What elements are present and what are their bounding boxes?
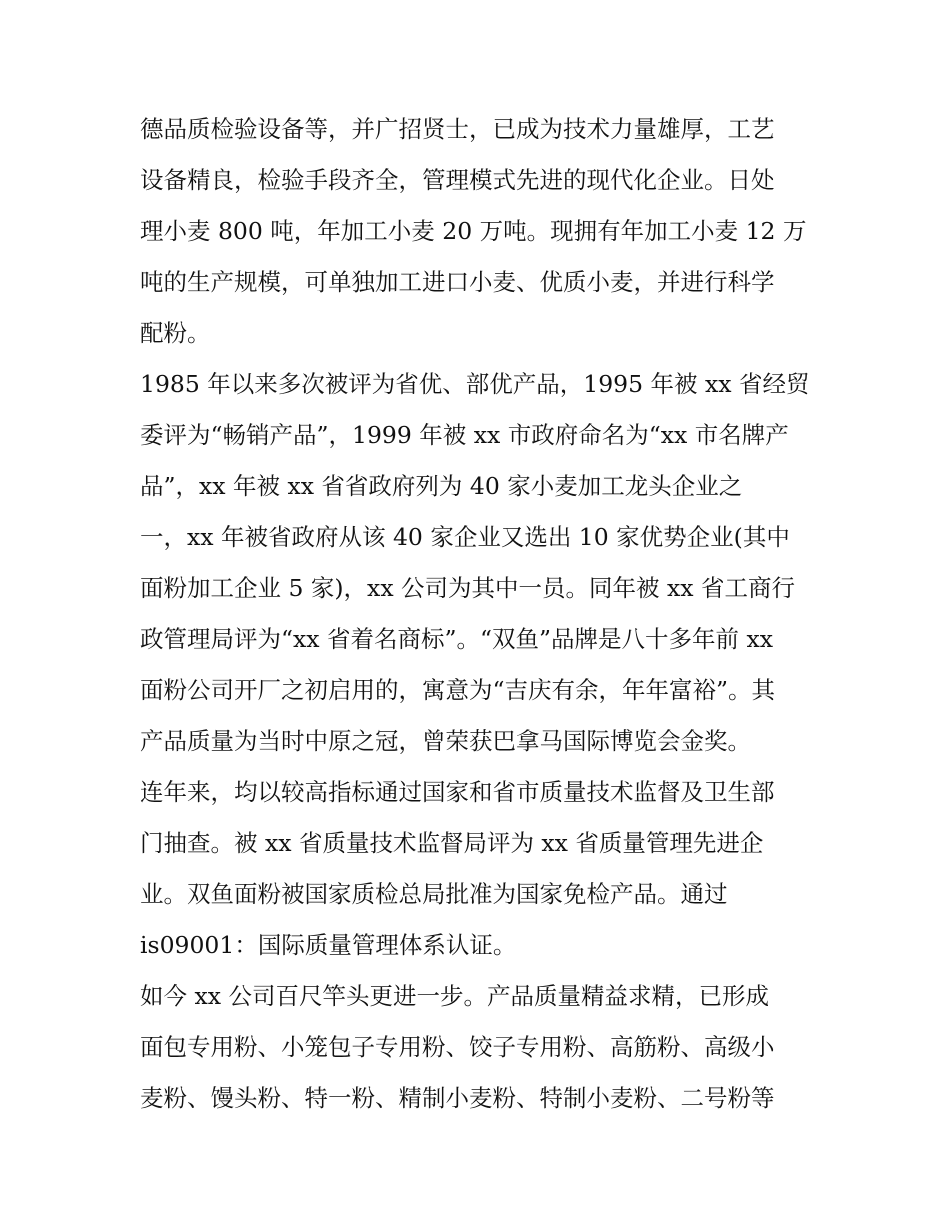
text-line: 理小麦 800 吨，年加工小麦 20 万吨。现拥有年加工小麦 12 万 [140,217,807,245]
text-line: 1985 年以来多次被评为省优、部优产品，1995 年被 xx 省经贸 [140,370,810,398]
text-line: 配粉。 [140,319,211,347]
text-line: 德品质检验设备等，并广招贤士，已成为技术力量雄厚，工艺 [140,115,775,143]
text-line: 连年来，均以较高指标通过国家和省市质量技术监督及卫生部 [140,778,775,806]
text-line: 业。双鱼面粉被国家质检总局批准为国家免检产品。通过 [140,880,728,908]
text-line: 委评为“畅销产品”，1999 年被 xx 市政府命名为“xx 市名牌产 [140,421,789,449]
text-line: 麦粉、馒头粉、特一粉、精制小麦粉、特制小麦粉、二号粉等 [140,1084,775,1112]
text-line: 门抽查。被 xx 省质量技术监督局评为 xx 省质量管理先进企 [140,829,764,857]
text-line: is09001：国际质量管理体系认证。 [140,931,517,959]
text-line: 一，xx 年被省政府从该 40 家企业又选出 10 家优势企业(其中 [140,523,790,551]
text-line: 面粉公司开厂之初启用的，寓意为“吉庆有余，年年富裕”。其 [140,676,776,704]
body-text [140,104,830,1124]
text-line: 设备精良，检验手段齐全，管理模式先进的现代化企业。日处 [140,166,775,194]
text-line: 产品质量为当时中原之冠，曾荣获巴拿马国际博览会金奖。 [140,727,751,755]
text-line: 如今 xx 公司百尺竿头更进一步。产品质量精益求精，已形成 [140,982,769,1010]
text-line: 品”，xx 年被 xx 省省政府列为 40 家小麦加工龙头企业之 [140,472,743,500]
text-line: 面包专用粉、小笼包子专用粉、饺子专用粉、高筋粉、高级小 [140,1033,775,1061]
text-line: 政管理局评为“xx 省着名商标”。“双鱼”品牌是八十多年前 xx [140,625,774,653]
text-line: 吨的生产规模，可单独加工进口小麦、优质小麦，并进行科学 [140,268,775,296]
text-line: 面粉加工企业 5 家)，xx 公司为其中一员。同年被 xx 省工商行 [140,574,795,602]
